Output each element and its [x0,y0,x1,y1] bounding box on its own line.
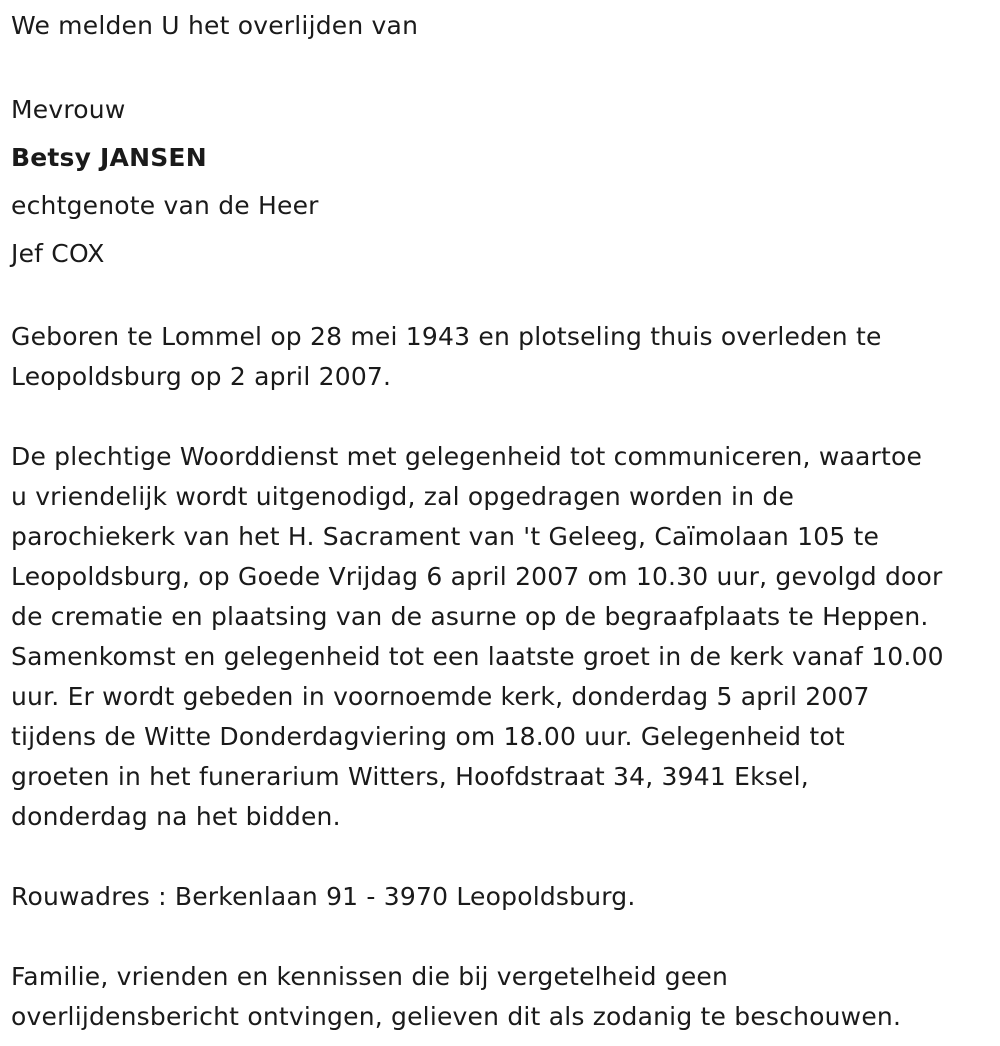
spacer [11,46,991,86]
spacer [11,278,991,317]
service-line: donderdag na het bidden. [11,802,341,831]
service-line: uur. Er wordt gebeden in voornoemde kerk, donderdag 5 april 2007 [11,682,870,711]
closing-paragraph [11,957,991,1037]
relation-line: echtgenote van de Heer [11,191,319,220]
spacer [11,397,991,437]
spouse-name: Jef COX [11,239,105,268]
service-line: Samenkomst en gelegenheid tot een laatste groet in de kerk vanaf 10.00 [11,642,944,671]
spacer [11,917,991,957]
intro-line: We melden U het overlijden van [11,11,419,40]
honorific: Mevrouw [11,95,126,124]
birth-line: Geboren te Lommel op 28 mei 1943 en plotseling thuis overleden te [11,322,882,351]
spacer [11,837,991,877]
birth-line: Leopoldsburg op 2 april 2007. [11,362,392,391]
service-line: De plechtige Woorddienst met gelegenheid tot communiceren, waartoe [11,442,923,471]
deceased-name: Betsy JANSEN [11,143,207,172]
service-paragraph [11,437,991,837]
service-line: tijdens de Witte Donderdagviering om 18.00 uur. Gelegenheid tot [11,722,845,751]
birth-paragraph [11,317,991,397]
service-line: u vriendelijk wordt uitgenodigd, zal opgedragen worden in de [11,482,795,511]
service-line: Leopoldsburg, op Goede Vrijdag 6 april 2007 om 10.30 uur, gevolgd door [11,562,943,591]
mourning-address: Rouwadres : Berkenlaan 91 - 3970 Leopoldsburg. [11,882,636,911]
death-notice-document [11,6,991,1037]
closing-line: overlijdensbericht ontvingen, gelieven dit als zodanig te beschouwen. [11,1002,902,1031]
closing-line: Familie, vrienden en kennissen die bij vergetelheid geen [11,962,729,991]
service-line: parochiekerk van het H. Sacrament van 't Geleeg, Caïmolaan 105 te [11,522,880,551]
service-line: groeten in het funerarium Witters, Hoofdstraat 34, 3941 Eksel, [11,762,809,791]
service-line: de crematie en plaatsing van de asurne op de begraafplaats te Heppen. [11,602,929,631]
